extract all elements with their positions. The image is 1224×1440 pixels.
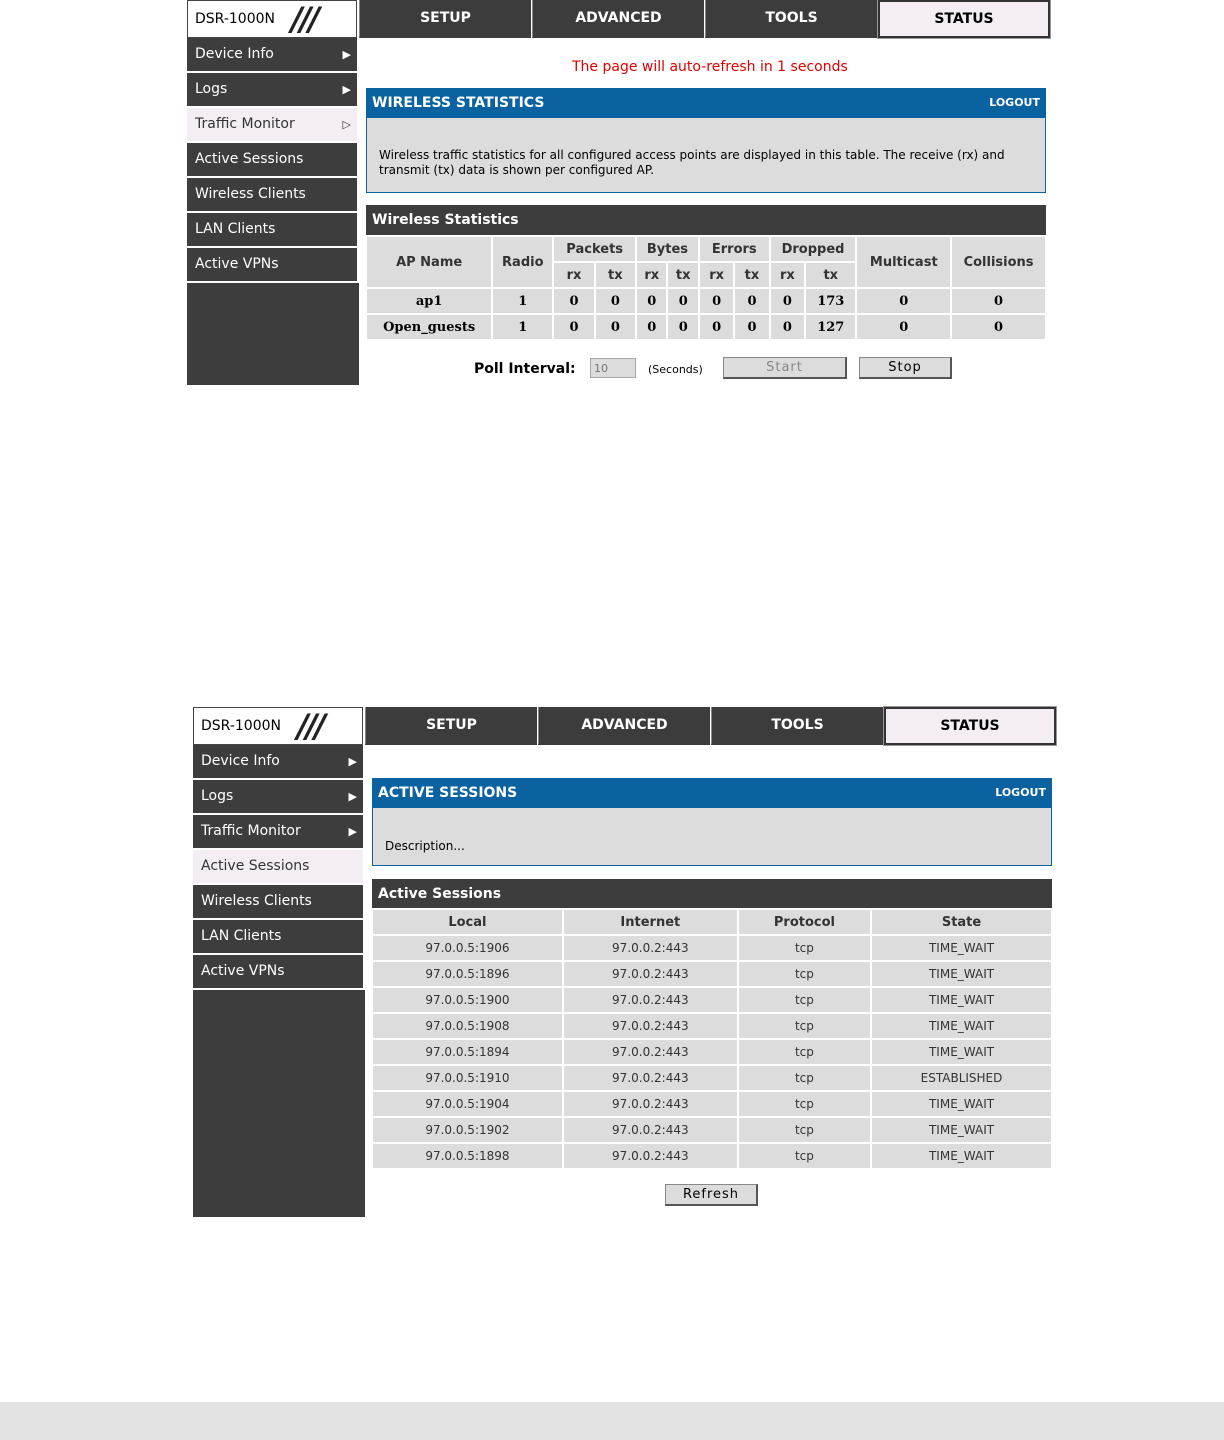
- table-cell: 97.0.0.2:443: [563, 987, 738, 1013]
- brand-name: DSR-1000N: [201, 718, 281, 734]
- table-cell: tcp: [738, 935, 871, 961]
- wireless-stats-table: [365, 235, 1047, 341]
- tab-status[interactable]: STATUS: [878, 0, 1050, 38]
- brand-name: DSR-1000N: [195, 11, 275, 27]
- table-cell: 0: [856, 288, 951, 314]
- table-row: [366, 314, 1046, 340]
- section-description: Description...: [372, 808, 1052, 866]
- table-cell: TIME_WAIT: [871, 1091, 1052, 1117]
- col-packets: Packets: [553, 236, 636, 262]
- poll-interval-input[interactable]: [590, 358, 636, 378]
- wireless-statistics-screen: [187, 0, 1053, 385]
- table-row: [372, 935, 1052, 961]
- stop-button[interactable]: Stop: [859, 357, 952, 379]
- table-cell: 97.0.0.5:1900: [372, 987, 563, 1013]
- sidebar-item-label: Wireless Clients: [201, 893, 312, 909]
- table-cell: 0: [699, 288, 734, 314]
- table-cell: ESTABLISHED: [871, 1065, 1052, 1091]
- table-cell: 97.0.0.2:443: [563, 961, 738, 987]
- arrow-right-outline-icon: ▷: [342, 118, 351, 131]
- sidebar-item-label: Logs: [201, 788, 234, 804]
- table-cell: 97.0.0.5:1906: [372, 935, 563, 961]
- table-row: [366, 288, 1046, 314]
- sidebar-item-label: Active VPNs: [201, 963, 285, 979]
- table-header: Active Sessions: [372, 879, 1052, 909]
- table-cell: TIME_WAIT: [871, 987, 1052, 1013]
- table-cell: TIME_WAIT: [871, 935, 1052, 961]
- table-cell: 0: [734, 314, 769, 340]
- table-cell: 97.0.0.5:1898: [372, 1143, 563, 1169]
- sidebar-item-label: Active Sessions: [201, 858, 310, 874]
- sidebar-item-wireless-clients[interactable]: [187, 178, 359, 213]
- table-cell: TIME_WAIT: [871, 961, 1052, 987]
- col-tx: tx: [734, 262, 769, 288]
- sidebar-item-active-vpns[interactable]: [193, 955, 365, 990]
- table-cell: 0: [553, 288, 594, 314]
- table-cell: tcp: [738, 987, 871, 1013]
- table-cell: TIME_WAIT: [871, 1143, 1052, 1169]
- table-cell: tcp: [738, 1091, 871, 1117]
- table-cell: TIME_WAIT: [871, 1117, 1052, 1143]
- table-cell: 0: [636, 314, 667, 340]
- sidebar-item-label: Logs: [195, 81, 228, 97]
- table-row: [372, 987, 1052, 1013]
- table-cell: 0: [734, 288, 769, 314]
- tab-tools[interactable]: TOOLS: [705, 0, 877, 38]
- sidebar-item-lan-clients[interactable]: [187, 213, 359, 248]
- tab-advanced[interactable]: ADVANCED: [532, 0, 704, 38]
- sidebar-item-device-info[interactable]: [187, 38, 359, 73]
- logo-slashes-icon: ///: [291, 0, 318, 38]
- sidebar-item-lan-clients[interactable]: [193, 920, 365, 955]
- table-cell: 0: [667, 288, 698, 314]
- table-cell: 0: [667, 314, 698, 340]
- table-row: [372, 1143, 1052, 1169]
- sidebar-item-label: Wireless Clients: [195, 186, 306, 202]
- table-cell: 97.0.0.2:443: [563, 1039, 738, 1065]
- refresh-button[interactable]: Refresh: [665, 1184, 758, 1206]
- table-cell: 0: [951, 314, 1046, 340]
- auto-refresh-message: The page will auto-refresh in 1 seconds: [572, 59, 848, 75]
- col-rx: rx: [636, 262, 667, 288]
- section-description: Wireless traffic statistics for all configured access points are displayed in this table. The receive (rx) and transmit (tx) data is shown per configured AP.: [366, 118, 1046, 193]
- brand-logo: [193, 707, 363, 745]
- col-state: State: [871, 909, 1052, 935]
- table-cell: tcp: [738, 961, 871, 987]
- table-cell: 0: [856, 314, 951, 340]
- arrow-right-icon: ▶: [348, 825, 357, 838]
- sidebar-item-label: Device Info: [201, 753, 280, 769]
- logout-link[interactable]: LOGOUT: [989, 96, 1040, 109]
- logo-slashes-icon: ///: [297, 707, 324, 745]
- col-tx: tx: [805, 262, 856, 288]
- col-tx: tx: [667, 262, 698, 288]
- seconds-label: (Seconds): [648, 363, 703, 376]
- sidebar-item-label: Active VPNs: [195, 256, 279, 272]
- table-cell: Open_guests: [366, 314, 492, 340]
- table-cell: 0: [636, 288, 667, 314]
- table-cell: 0: [699, 314, 734, 340]
- arrow-right-icon: ▶: [342, 83, 351, 96]
- table-cell: tcp: [738, 1039, 871, 1065]
- table-cell: 97.0.0.5:1894: [372, 1039, 563, 1065]
- table-cell: tcp: [738, 1065, 871, 1091]
- sidebar-item-wireless-clients[interactable]: [193, 885, 365, 920]
- table-cell: 0: [951, 288, 1046, 314]
- table-cell: 97.0.0.2:443: [563, 1065, 738, 1091]
- table-cell: 0: [770, 314, 805, 340]
- sidebar-item-logs[interactable]: [193, 780, 365, 815]
- table-cell: 0: [553, 314, 594, 340]
- table-row: [372, 961, 1052, 987]
- col-local: Local: [372, 909, 563, 935]
- table-row: [372, 1065, 1052, 1091]
- col-errors: Errors: [699, 236, 770, 262]
- table-cell: 97.0.0.5:1910: [372, 1065, 563, 1091]
- table-row: [372, 1039, 1052, 1065]
- arrow-right-icon: ▶: [348, 790, 357, 803]
- arrow-right-icon: ▶: [348, 755, 357, 768]
- col-rx: rx: [770, 262, 805, 288]
- sidebar-item-active-vpns[interactable]: [187, 248, 359, 283]
- tab-setup[interactable]: SETUP: [365, 707, 537, 745]
- section-title: WIRELESS STATISTICS: [372, 95, 545, 111]
- table-cell: 1: [492, 314, 553, 340]
- table-cell: TIME_WAIT: [871, 1013, 1052, 1039]
- col-tx: tx: [595, 262, 636, 288]
- tab-tools[interactable]: TOOLS: [711, 707, 883, 745]
- sidebar-item-label: Active Sessions: [195, 151, 304, 167]
- brand-logo: [187, 0, 357, 38]
- col-ap-name: AP Name: [366, 236, 492, 288]
- sidebar-item-label: Traffic Monitor: [195, 116, 295, 132]
- col-dropped: Dropped: [770, 236, 857, 262]
- sidebar-item-active-sessions[interactable]: [193, 850, 365, 885]
- section-header: [366, 88, 1046, 118]
- table-cell: 0: [770, 288, 805, 314]
- table-cell: 97.0.0.2:443: [563, 1143, 738, 1169]
- col-radio: Radio: [492, 236, 553, 288]
- sidebar-item-device-info[interactable]: [193, 745, 365, 780]
- col-multicast: Multicast: [856, 236, 951, 288]
- col-protocol: Protocol: [738, 909, 871, 935]
- table-cell: 97.0.0.2:443: [563, 1013, 738, 1039]
- table-cell: 97.0.0.2:443: [563, 1117, 738, 1143]
- sidebar: [193, 745, 365, 1217]
- sidebar-item-traffic-monitor[interactable]: [193, 815, 365, 850]
- sidebar-item-label: Device Info: [195, 46, 274, 62]
- table-cell: 97.0.0.5:1904: [372, 1091, 563, 1117]
- table-cell: ap1: [366, 288, 492, 314]
- arrow-right-icon: ▶: [342, 48, 351, 61]
- table-cell: TIME_WAIT: [871, 1039, 1052, 1065]
- page-footer-band: [0, 1402, 1224, 1440]
- tab-setup[interactable]: SETUP: [359, 0, 531, 38]
- col-bytes: Bytes: [636, 236, 699, 262]
- table-cell: 173: [805, 288, 856, 314]
- tab-status[interactable]: STATUS: [884, 707, 1056, 745]
- sidebar-item-logs[interactable]: [187, 73, 359, 108]
- table-cell: 97.0.0.5:1896: [372, 961, 563, 987]
- col-rx: rx: [553, 262, 594, 288]
- table-row: [372, 1117, 1052, 1143]
- table-cell: 97.0.0.2:443: [563, 935, 738, 961]
- table-cell: 0: [595, 314, 636, 340]
- table-cell: 97.0.0.2:443: [563, 1091, 738, 1117]
- sidebar: [187, 38, 359, 385]
- sidebar-item-label: LAN Clients: [195, 221, 276, 237]
- table-cell: tcp: [738, 1143, 871, 1169]
- col-rx: rx: [699, 262, 734, 288]
- section-header: [372, 778, 1052, 808]
- table-cell: 97.0.0.5:1902: [372, 1117, 563, 1143]
- poll-interval-label: Poll Interval:: [474, 361, 576, 377]
- col-internet: Internet: [563, 909, 738, 935]
- table-cell: 1: [492, 288, 553, 314]
- start-button[interactable]: Start: [723, 357, 847, 379]
- logout-link[interactable]: LOGOUT: [995, 786, 1046, 799]
- table-cell: tcp: [738, 1013, 871, 1039]
- active-sessions-screen: [193, 707, 1059, 1217]
- sidebar-item-label: LAN Clients: [201, 928, 282, 944]
- table-header: Wireless Statistics: [366, 205, 1046, 235]
- active-sessions-table: [371, 908, 1053, 1170]
- table-cell: 0: [595, 288, 636, 314]
- table-cell: 127: [805, 314, 856, 340]
- sidebar-item-traffic-monitor[interactable]: [187, 108, 359, 143]
- col-collisions: Collisions: [951, 236, 1046, 288]
- table-row: [372, 1091, 1052, 1117]
- sidebar-item-label: Traffic Monitor: [201, 823, 301, 839]
- table-cell: tcp: [738, 1117, 871, 1143]
- tab-advanced[interactable]: ADVANCED: [538, 707, 710, 745]
- sidebar-item-active-sessions[interactable]: [187, 143, 359, 178]
- table-cell: 97.0.0.5:1908: [372, 1013, 563, 1039]
- top-nav-bar: [193, 707, 1059, 747]
- section-title: ACTIVE SESSIONS: [378, 785, 518, 801]
- table-row: [372, 1013, 1052, 1039]
- top-nav-bar: [187, 0, 1053, 40]
